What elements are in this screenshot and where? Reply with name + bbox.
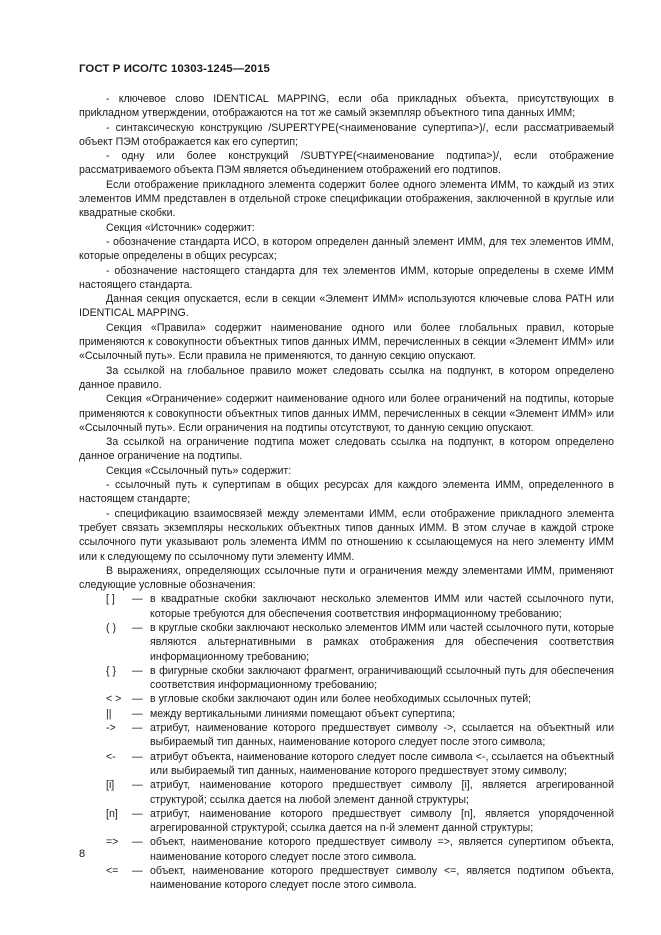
paragraph: - обозначение стандарта ИСО, в котором определен данный элемент ИММ, для тех элементов ИММ, которые определены в общих ресурсах; bbox=[79, 235, 614, 263]
notation-dash: — bbox=[132, 865, 143, 878]
paragraph: За ссылкой на глобальное правило может следовать ссылка на подпункт, в котором определено данное правило. bbox=[79, 364, 614, 391]
paragraph: - ключевое слово IDENTICAL MAPPING, если оба прикладных объекта, присутствующих в приkладном утверждении, отображаются на тот же самый экземпляр объектного типа данных ИММ; bbox=[79, 93, 614, 120]
notation-text: атрибут, наименование которого предшествует символу [i], является агрегированной структурой; ссылка дается на любой элемент данной структуры; bbox=[150, 779, 614, 806]
notation-dash: — bbox=[132, 722, 143, 735]
page-number: 8 bbox=[79, 848, 86, 860]
notation-item bbox=[79, 864, 614, 893]
paragraph: В выражениях, определяющих ссылочные пути и ограничения между элементами ИММ, применяют следующие условные обозначения: bbox=[79, 564, 614, 592]
page-header: ГОСТ Р ИСО/ТС 10303-1245—2015 bbox=[79, 63, 270, 75]
notation-symbol: <= bbox=[106, 865, 119, 878]
notation-dash: — bbox=[132, 836, 143, 849]
notation-text: в угловые скобки заключают один или более необходимых ссылочных путей; bbox=[150, 693, 532, 706]
notation-item bbox=[79, 721, 614, 750]
notation-item bbox=[79, 707, 614, 721]
notation-item bbox=[79, 778, 614, 807]
document-body bbox=[79, 92, 614, 893]
notation-item bbox=[79, 835, 614, 864]
paragraph: Секция «Ограничение» содержит наименование одного или более ограничений на подтипы, которые применяются к совокупности объектных типов данных ИММ, перечисленных в секции «Элемент ИММ» или «Ссылочный путь». Если ограничения на подтипы отсутствуют, то данную секцию опускают. bbox=[79, 393, 614, 434]
notation-symbol: < > bbox=[106, 693, 122, 706]
notation-symbol: => bbox=[106, 836, 119, 849]
notation-dash: — bbox=[132, 807, 143, 820]
paragraph: Секция «Источник» содержит: bbox=[106, 221, 255, 234]
notation-symbol: -> bbox=[106, 722, 116, 735]
paragraph: - ссылочный путь к супертипам в общих ресурсах для каждого элемента ИММ, определенного в настоящем стандарте; bbox=[79, 479, 614, 506]
paragraph: - синтаксическую конструкцию /SUPERTYPE(<наименование супертипа>)/, если рассматриваемый объект ПЭМ отображается как его супертип; bbox=[79, 121, 614, 148]
paragraph: - спецификацию взаимосвязей между элементами ИММ, если отображение прикладного элемента требует связать экземпляры нескольких объектных типов данных ИММ. В этом случае в каждой строке ссылочного пути указывают роль элемента ИММ по отношению к ссылающемуся на него элементу ИММ или к следующему по ссылочному пути элементу ИММ. bbox=[79, 507, 614, 563]
notation-text: в фигурные скобки заключают фрагмент, ограничивающий ссылочный путь для обеспечения соответствия информационному требованию; bbox=[150, 664, 614, 692]
notation-item bbox=[79, 621, 614, 664]
paragraph: Секция «Ссылочный путь» содержит: bbox=[106, 464, 292, 477]
notation-dash: — bbox=[132, 621, 143, 634]
paragraph: - обозначение настоящего стандарта для тех элементов ИММ, которые определены в схеме ИММ настоящего стандарта. bbox=[79, 264, 614, 291]
notation-dash: — bbox=[132, 779, 143, 792]
notation-dash: — bbox=[132, 664, 143, 677]
paragraph: За ссылкой на ограничение подтипа может следовать ссылка на подпункт, в котором определено данное ограничение на подтипы. bbox=[79, 436, 614, 463]
notation-text: объект, наименование которого предшествует символу <=, является подтипом объекта, наименование которого следует после этого символа. bbox=[150, 865, 614, 892]
notation-item bbox=[79, 664, 614, 693]
notation-text: в квадратные скобки заключают несколько элементов ИММ или частей ссылочного пути, которые требуются для обеспечения соответствия информационному требованию; bbox=[150, 593, 614, 620]
notation-text: объект, наименование которого предшествует символу =>, является супертипом объекта, наименование которого следует после этого символа. bbox=[150, 836, 614, 863]
paragraph: Если отображение прикладного элемента содержит более одного элемента ИММ, то каждый из этих элементов ИММ представлен в отдельной строке спецификации отображения, заключенной в круглые или квадратные скобки. bbox=[79, 178, 614, 220]
paragraph: Секция «Правила» содержит наименование одного или более глобальных правил, которые применяются к совокупности объектных типов данных ИММ, перечисленных в секции «Элемент ИММ» или «Ссылочный путь». Если правила не применяются, то данную секцию опускают. bbox=[79, 321, 614, 363]
notation-dash: — bbox=[132, 593, 143, 606]
notation-symbol: [ ] bbox=[106, 593, 115, 606]
notation-symbol: || bbox=[106, 707, 112, 720]
notation-item bbox=[79, 592, 614, 621]
paragraph: - одну или более конструкций /SUBTYPE(<наименование подтипа>)/, если отображение рассматриваемого объекта ПЭМ является объединением отображений его подтипов. bbox=[79, 150, 614, 177]
notation-item bbox=[79, 807, 614, 836]
notation-text: в круглые скобки заключают несколько элементов ИММ или частей ссылочного пути, которые являются альтернативными в рамках отображения для обеспечения соответствия информационному требованию; bbox=[150, 621, 614, 663]
notation-dash: — bbox=[132, 707, 143, 720]
notation-symbol: [n] bbox=[106, 807, 118, 820]
notation-symbol: [i] bbox=[106, 779, 115, 792]
notation-text: между вертикальными линиями помещают объект супертипа; bbox=[150, 707, 456, 720]
notation-text: атрибут объекта, наименование которого следует после символа <-, ссылается на объектный или выбираемый тип данных, наименование которого предшествует этому символу; bbox=[150, 750, 614, 777]
notation-symbol: { } bbox=[106, 664, 117, 677]
notation-symbol: ( ) bbox=[106, 621, 116, 634]
notation-dash: — bbox=[132, 693, 143, 706]
notation-text: атрибут, наименование которого предшествует символу ->, ссылается на объектный или выбираемый тип данных, наименование которого следует после этого символа; bbox=[150, 722, 614, 749]
notation-list bbox=[79, 592, 614, 892]
notation-text: атрибут, наименование которого предшествует символу [n], является упорядоченной агрегированной структурой; ссылка дается на n-й элемент данной структуры; bbox=[150, 807, 614, 835]
paragraph: Данная секция опускается, если в секции «Элемент ИММ» используются ключевые слова PATH или IDENTICAL MAPPING. bbox=[79, 293, 614, 320]
notation-item bbox=[79, 750, 614, 779]
notation-dash: — bbox=[132, 750, 143, 763]
notation-item bbox=[79, 692, 614, 706]
notation-symbol: <- bbox=[106, 750, 116, 763]
